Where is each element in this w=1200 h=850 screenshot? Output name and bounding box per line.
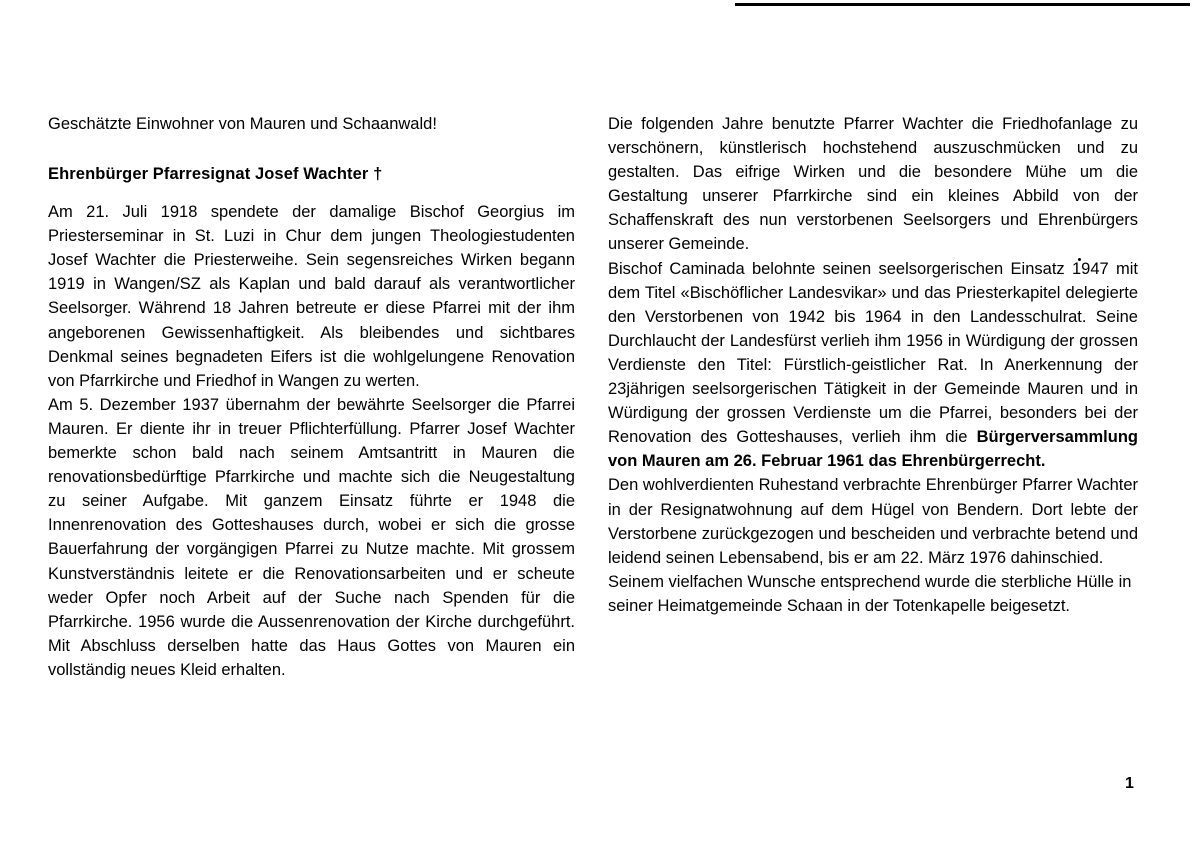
top-rule-divider	[735, 3, 1190, 6]
left-paragraph-2: Am 5. Dezember 1937 übernahm der bewährte Seelsorger die Pfarrei Mauren. Er diente ihr in treuer Pflichterfüllung. Pfarrer Josef Wachter bemerkte schon bald nach seinem Amtsantritt in Mauren die renovationsbedürftige Pfarrkirche und machte sich die Neugestaltung zu seiner Aufgabe. Mit ganzem Einsatz führte er 1948 die Innenrenovation des Gotteshauses durch, wobei er sich die grosse Bauerfahrung der vorgängigen Pfarrei zu Nutze machte. Mit grossem Kunstverständnis leitete er die Renovationsarbeiten und er scheute weder Opfer noch Arbeit auf der Suche nach Spenden für die Pfarrkirche. 1956 wurde die Aussenrenovation der Kirche durchgeführt. Mit Abschluss derselben hatte das Haus Gottes von Mauren ein vollständig neues Kleid erhalten.	[48, 395, 575, 679]
right-paragraph-1: Die folgenden Jahre benutzte Pfarrer Wachter die Friedhofanlage zu verschönern, künstlerisch hochstehend auszuschmücken und zu gestalten. Das eifrige Wirken und die besondere Mühe um die Gestaltung unserer Pfarrkirche sind ein kleines Abbild von der Schaffenskraft des nun verstorbenen Seelsorgers und Ehrenbürgers unserer Gemeinde.	[608, 115, 1138, 254]
right-paragraph-4: Seinem vielfachen Wunsche entsprechend wurde die sterbliche Hülle in seiner Heimatgemeinde Schaan in der Totenkapelle beigesetzt.	[608, 572, 1132, 615]
right-paragraph-2-text: Bischof Caminada belohnte seinen seelsorgerischen Einsatz 1947 mit dem Titel «Bischöflicher Landesvikar» und das Priesterkapitel delegierte den Verstorbenen von 1942 bis 1964 in den Landesschulrat. Seine Durchlaucht der Landesfürst verlieh ihm 1956 in Würdigung der grossen Verdienste den Titel: Fürstlich-geistlicher Rat. In Anerkennung der 23jährigen seelsorgerischen Tätigkeit in der Gemeinde Mauren und in Würdigung der grossen Verdienste um die Pfarrei, besonders bei der Renovation des Gotteshauses, verlieh ihm die	[608, 259, 1138, 447]
section-heading: Ehrenbürger Pfarresignat Josef Wachter †	[48, 165, 383, 183]
left-paragraph-1: Am 21. Juli 1918 spendete der damalige Bischof Georgius im Priesterseminar in St. Luzi in Chur dem jungen Theologiestudenten Josef Wachter die Priesterweihe. Sein segensreiches Wirken begann 1919 in Wangen/SZ als Kaplan und bald darauf als verantwortlicher Seelsorger. Während 18 Jahren betreute er diese Pfarrei mit der ihm angeborenen Gewissenhaftigkeit. Als bleibendes und sichtbares Denkmal seines begnadeten Eifers ist die wohlgelungene Renovation von Pfarrkirche und Friedhof in Wangen zu werten.	[48, 203, 575, 390]
right-column	[608, 112, 1138, 618]
salutation: Geschätzte Einwohner von Mauren und Schaanwald!	[48, 115, 437, 133]
honorary-citizenship-emphasis: Bürgerversammlung von Mauren am 26. Februar 1961 das Ehrenbürgerrecht.	[608, 428, 1138, 471]
left-column	[48, 112, 575, 682]
right-paragraph-3: Den wohlverdienten Ruhestand verbrachte Ehrenbürger Pfarrer Wachter in der Resignatwohnung auf dem Hügel von Bendern. Dort lebte der Verstorbene zurückgezogen und bescheiden und verbrachte betend und leidend seinen Lebensabend, bis er am 22. März 1976 dahinschied.	[608, 476, 1138, 567]
right-paragraph-2	[608, 257, 1138, 474]
page-number: 1	[1125, 775, 1134, 792]
